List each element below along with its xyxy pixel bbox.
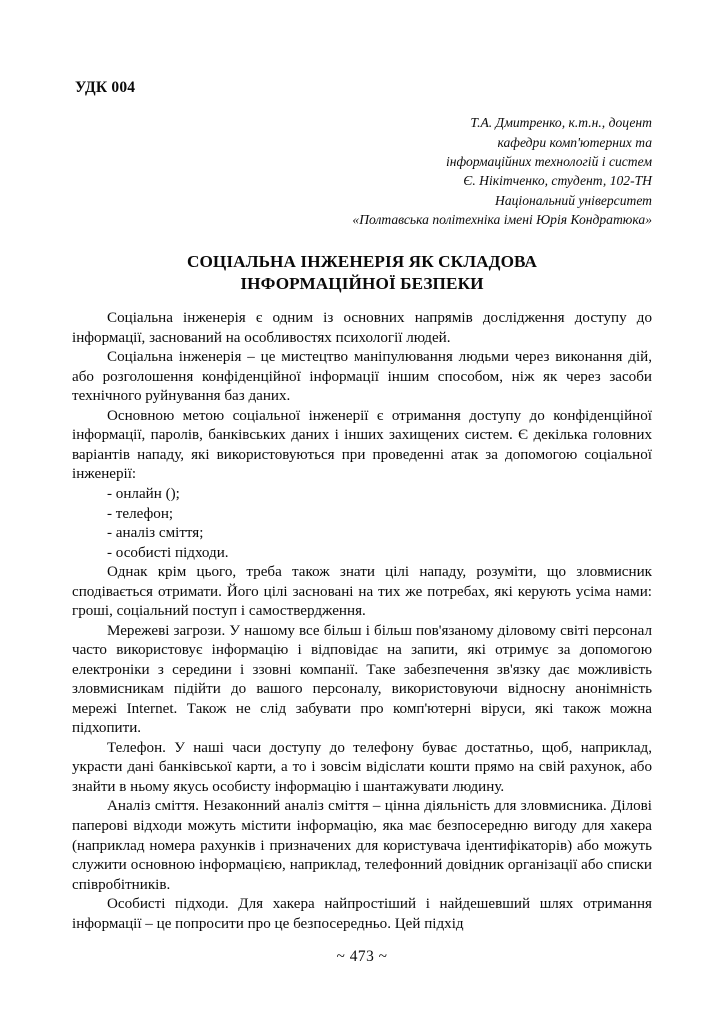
page-title bbox=[86, 251, 638, 295]
page-title-line: СОЦІАЛЬНА ІНЖЕНЕРІЯ ЯК СКЛАДОВА bbox=[186, 252, 538, 272]
author-affiliation-block bbox=[72, 113, 652, 229]
list-item: - онлайн (); bbox=[107, 485, 180, 502]
page-number: ~ 473 ~ bbox=[336, 948, 388, 965]
paragraph: Соціальна інженерія – це мистецтво маніпулювання людьми через виконання дій, або розголошення конфіденційної інформації іншим способом, ніж як через засоби технічного руйнування баз даних. bbox=[72, 349, 652, 405]
page-title-line: ІНФОРМАЦІЙНОЇ БЕЗПЕКИ bbox=[240, 274, 484, 294]
udk-code: УДК 004 bbox=[75, 79, 136, 96]
paragraph: Соціальна інженерія є одним із основних напрямів дослідження доступу до інформації, заснований на особливостях психології людей. bbox=[72, 310, 652, 346]
page-content bbox=[72, 78, 652, 934]
author-line: кафедри комп'ютерних та bbox=[497, 134, 652, 150]
paragraph: Основною метою соціальної інженерії є отримання доступу до конфіденційної інформації, паролів, банківських даних і інших захищених систем. Є декілька головних варіантів нападу, які використовуються при проведенні атак за допомогою соціальної інженерії: bbox=[72, 407, 652, 483]
paragraph: Мережеві загрози. У нашому все більш і більш пов'язаному діловому світі персонал часто використовує інформацію і відповідає на запити, які отримує за допомогою електроніки з середини і ззовні компанії. Таке забезпечення зв'язку дає можливість зловмисникам підійти до вашого персоналу, використовуючи відносну анонімність мережі Internet. Також не слід забувати про комп'ютерні віруси, які також можна підхопити. bbox=[72, 622, 652, 737]
list-item: - особисті підходи. bbox=[107, 544, 229, 561]
paragraph: Телефон. У наші часи доступу до телефону буває достатньо, щоб, наприклад, украсти дані банківської карти, а то і зовсім відіслати кошти прямо на свій рахунок, або знайти в ньому якусь особисту інформацію і шантажувати людину. bbox=[72, 739, 652, 795]
paragraph: Однак крім цього, треба також знати цілі нападу, розуміти, що зловмисник сподівається отримати. Його цілі засновані на тих же потребах, які керують усіма нами: гроші, соціальний поступ і самоствердження. bbox=[72, 564, 652, 620]
author-line: Національний університет bbox=[495, 192, 652, 208]
author-line: Є. Нікітченко, студент, 102-ТН bbox=[463, 173, 652, 189]
body-text bbox=[72, 309, 652, 934]
list-item: - аналіз сміття; bbox=[107, 525, 204, 542]
paragraph: Особисті підходи. Для хакера найпростіший і найдешевший шлях отримання інформації – це попросити про це безпосередньо. Цей підхід bbox=[72, 896, 652, 932]
list-item: - телефон; bbox=[107, 505, 174, 522]
author-line: Т.А. Дмитренко, к.т.н., доцент bbox=[470, 115, 652, 131]
author-line: «Полтавська політехніка імені Юрія Кондратюка» bbox=[352, 211, 652, 227]
paragraph: Аналіз сміття. Незаконний аналіз сміття – цінна діяльність для зловмисника. Ділові паперові відходи можуть містити інформацію, яка має безпосередню вигоду для хакера (наприклад номера рахунків і призначених для користувача ідентифікаторів) або можуть служити основною інформацією, наприклад, телефонний довідник організації або списки співробітників. bbox=[72, 798, 652, 893]
author-line: інформаційних технологій і систем bbox=[445, 153, 652, 169]
